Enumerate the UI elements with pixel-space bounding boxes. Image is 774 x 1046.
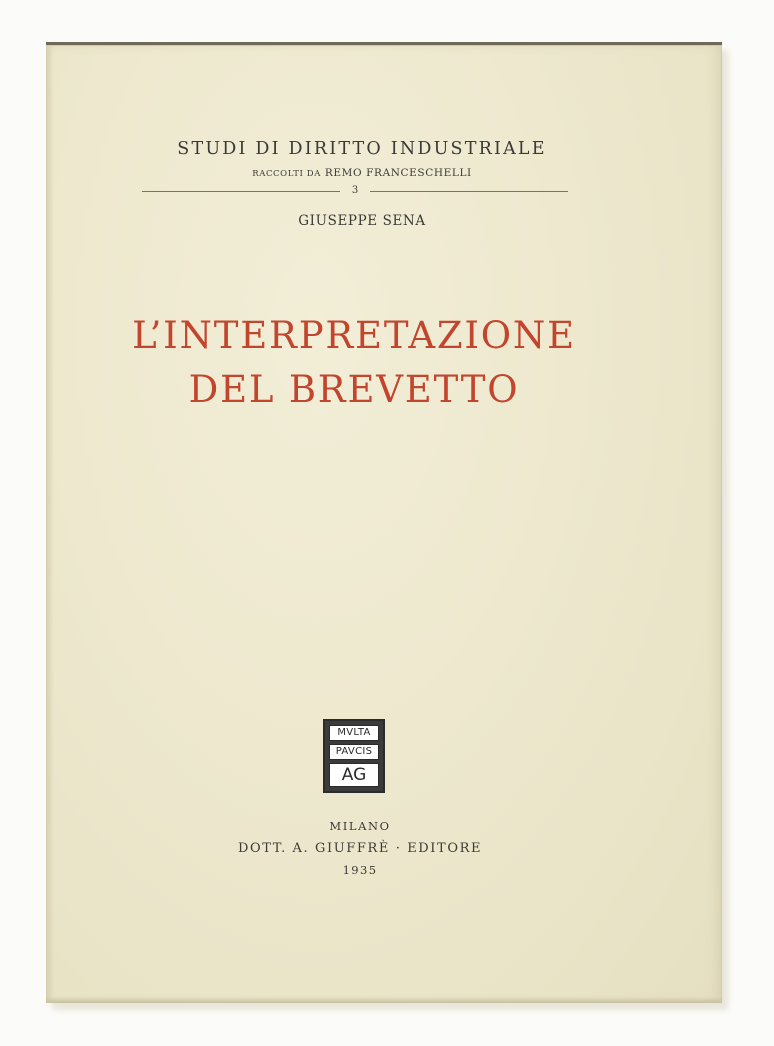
book-cover	[46, 42, 722, 1003]
logo-line3: AG	[329, 763, 379, 787]
publisher-name: DOTT. A. GIUFFRÈ · EDITORE	[237, 841, 483, 856]
series-editor-name: REMO FRANCESCHELLI	[324, 167, 472, 179]
logo-line2: PAVCIS	[329, 744, 379, 760]
series-editor	[24, 167, 700, 179]
author-name: GIUSEPPE SENA	[298, 213, 426, 229]
publication-year: 1935	[342, 863, 378, 877]
series-rule	[142, 185, 568, 199]
rule-right	[370, 191, 568, 192]
series-editor-prefix: RACCOLTI DA	[252, 169, 321, 179]
book-title-line2: DEL BREVETTO	[188, 368, 520, 411]
book-title-line1: L’INTERPRETAZIONE	[132, 314, 576, 357]
series-title: STUDI DI DIRITTO INDUSTRIALE	[177, 139, 547, 159]
publication-place: MILANO	[329, 819, 391, 833]
book-title	[16, 309, 692, 417]
logo-line1: MVLTA	[329, 725, 379, 741]
publisher-logo	[323, 719, 385, 793]
cover-spine-edge	[46, 45, 54, 1003]
cover-bottom-edge	[46, 997, 722, 1003]
series-number: 3	[351, 185, 359, 196]
